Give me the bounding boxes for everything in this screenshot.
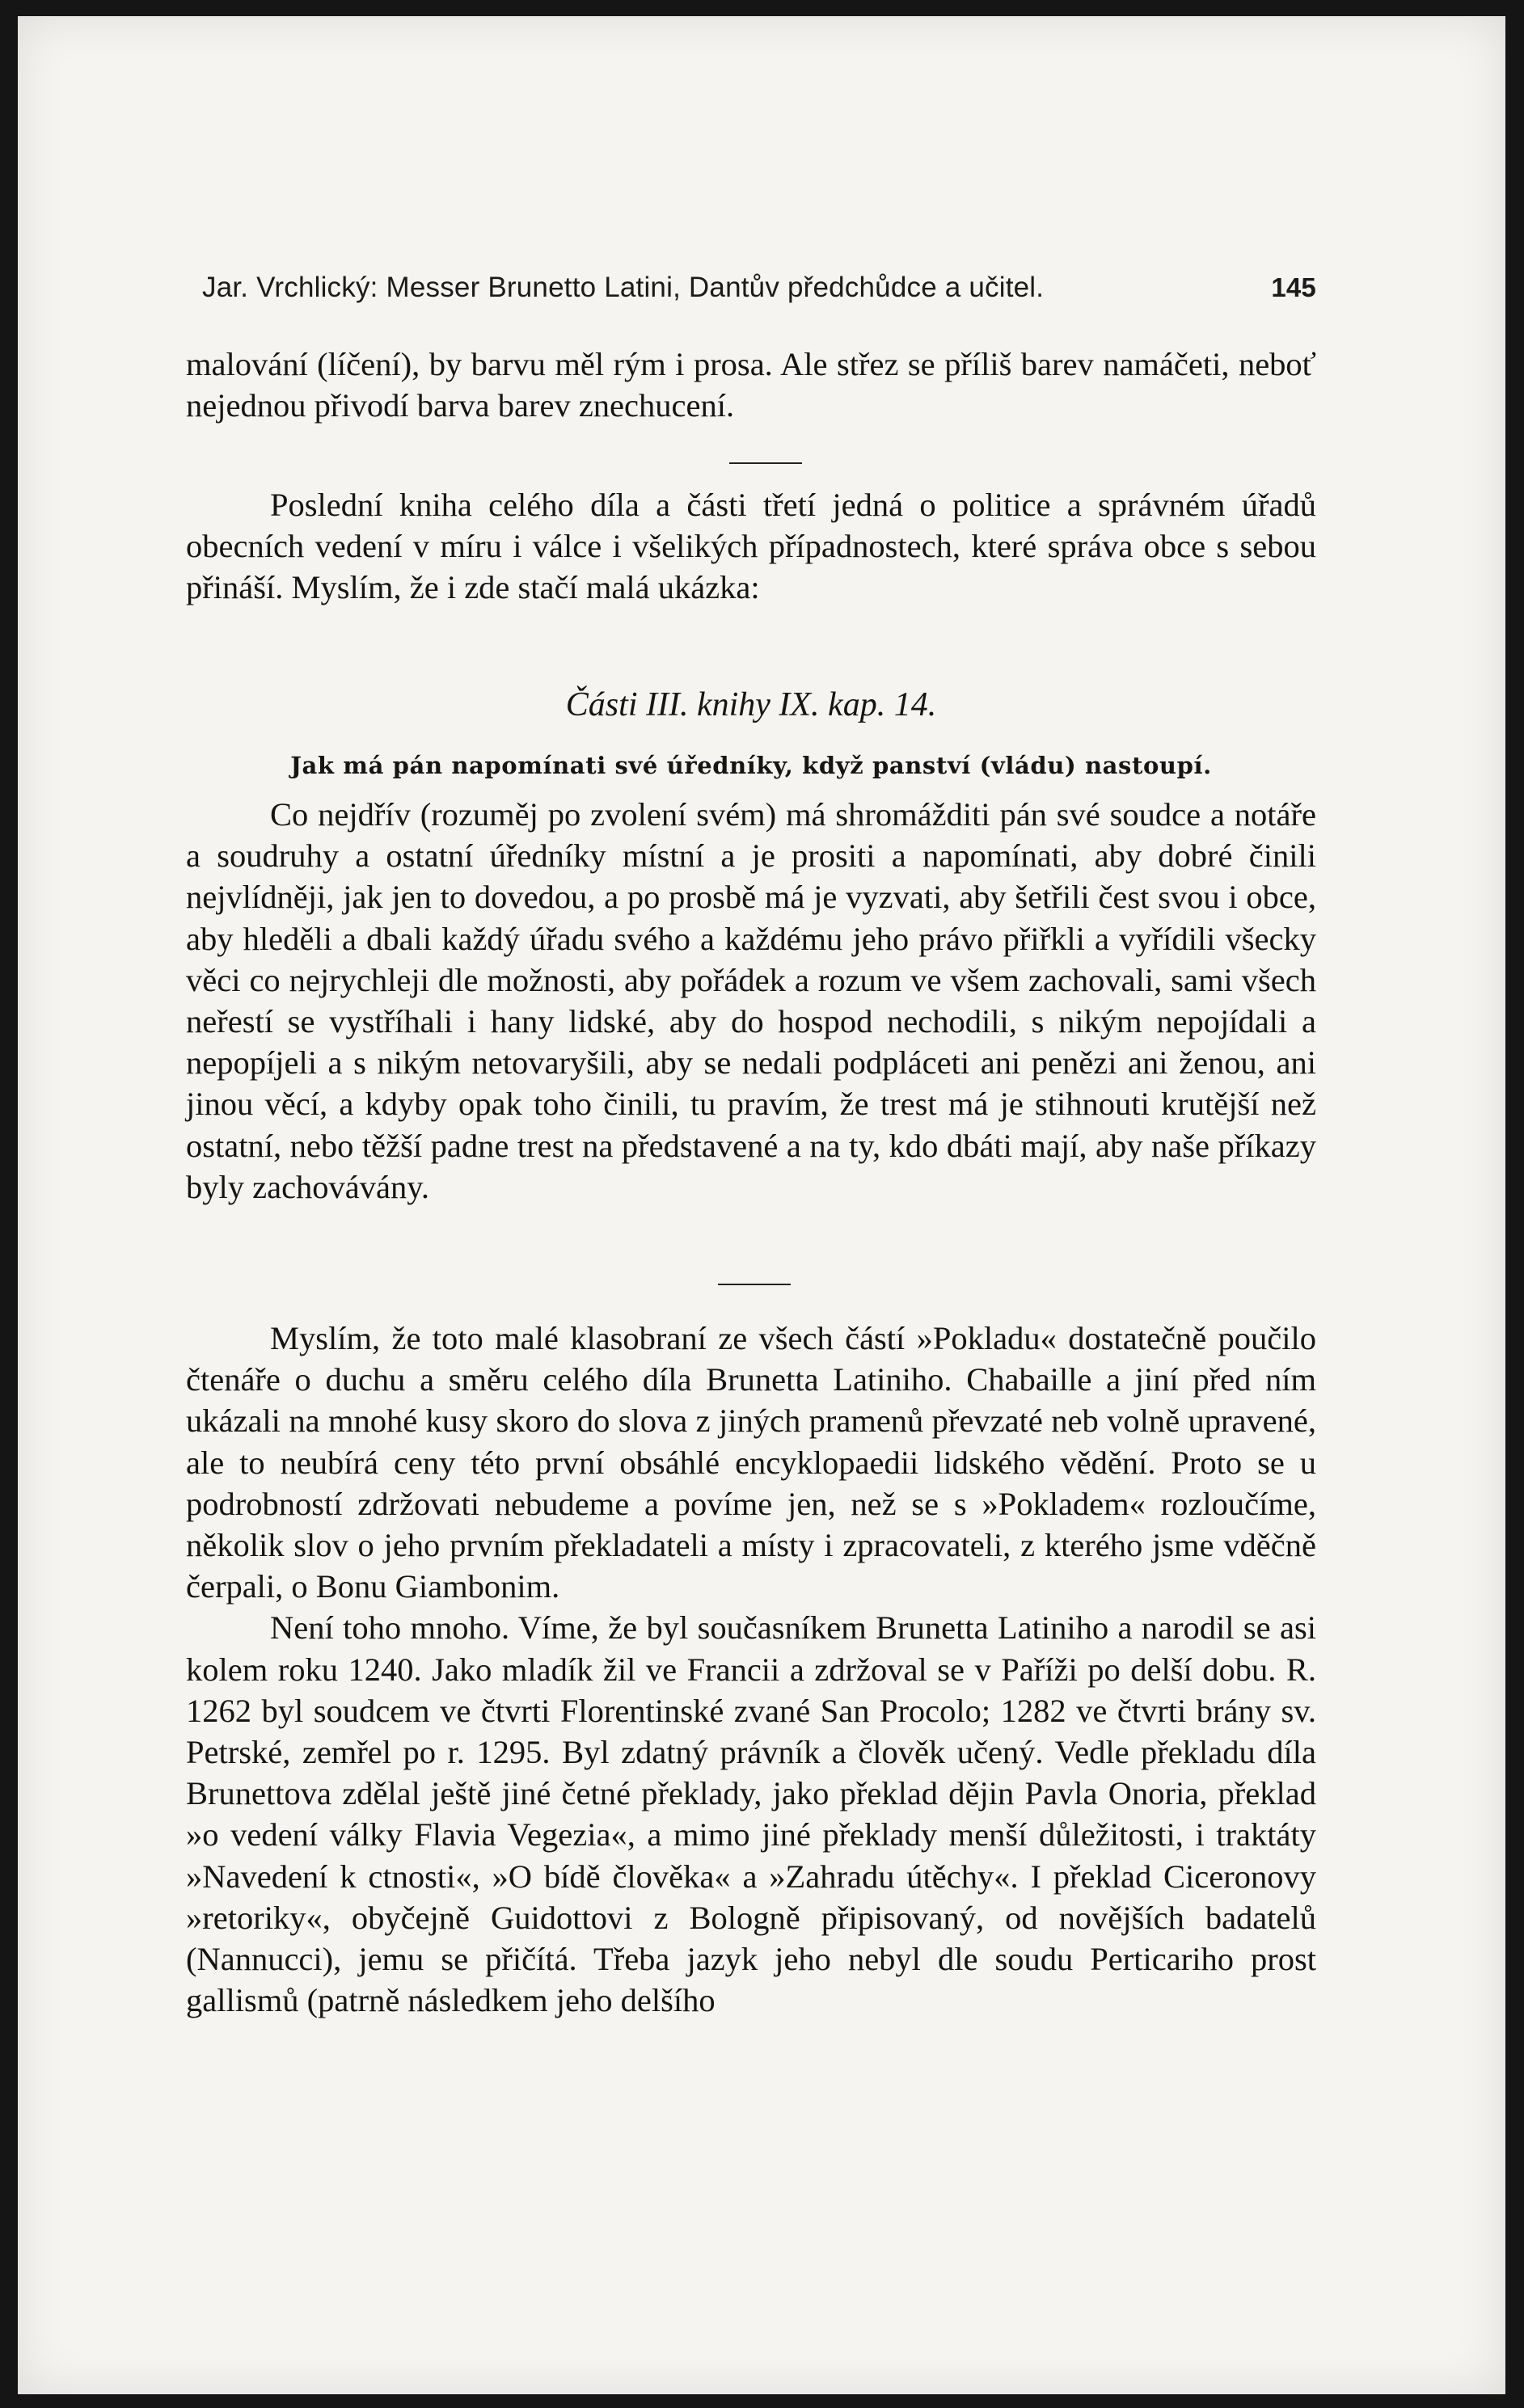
book-page bbox=[18, 16, 1505, 2394]
section-divider bbox=[729, 462, 802, 464]
chapter-reference: Části III. knihy IX. kap. 14. bbox=[565, 686, 937, 723]
paragraph: Myslím, že toto malé klasobraní ze všech částí »Pokladu« dostatečně poučilo čtenáře o duchu a směru celého díla Brunetta Latiniho. Chabaille a jiní před ním ukázali na mnohé kusy skoro do slova z jiných pramenů převzaté neb volně upravené, ale to neubírá ceny této první obsáhlé encyklopaedii lidského vědění. Proto se u podrobností zdržovati nebudeme a povíme jen, než se s »Pokladem« rozloučíme, několik slov o jeho prvním překladateli a místy i zpracovateli, z kterého jsme vděčně čerpali, o Bonu Giambonim. bbox=[186, 1320, 1316, 1605]
paragraph-block-2 bbox=[186, 484, 1316, 609]
paragraph: Poslední kniha celého díla a části třetí jedná o politice a správném úřadů obecních vedení v míru i válce i všelikých případnostech, které správa obce s sebou přináší. Myslím, že i zde stačí malá ukázka: bbox=[186, 487, 1316, 606]
chapter-subtitle: Jak má pán napomínati své úředníky, když panství (vládu) nastoupí. bbox=[290, 752, 1212, 779]
paragraph: Co nejdřív (rozuměj po zvolení svém) má shromážditi pán své soudce a notáře a soudruhy a ostatní úředníky místní a je prositi a napomínati, aby dobré činili nejvlídněji, jak jen to dovedou, a po prosbě má je vyzvati, aby šetřili čest svou i obce, aby hleděli a dbali každý úřadu svého a každému jeho právo přiřkli a vyřídili všecky věci co nejrychleji dle možnosti, aby pořádek a rozum ve všem zachovali, sami všech neřestí se vystříhali i hany lidské, aby do hospod nechodili, s nikým nepojídali a nepopíjeli a s nikým netovaryšili, aby se nedali podpláceti ani penězi ani ženou, ani jinou věcí, a kdyby opak toho činili, tu pravím, že trest má je stihnouti krutější než ostatní, nebo těžší padne trest na představené a na ty, kdo dbáti mají, aby naše příkazy byly zachovávány. bbox=[186, 796, 1316, 1205]
paragraph-block-3 bbox=[186, 794, 1316, 1208]
running-title: Jar. Vrchlický: Messer Brunetto Latini, Dantův předchůdce a učitel. bbox=[202, 272, 1045, 303]
paragraph-block-1 bbox=[186, 344, 1316, 426]
paragraph: malování (líčení), by barvu měl rým i prosa. Ale střez se příliš barev namáčeti, neboť nejednou přivodí barva barev znechucení. bbox=[186, 346, 1316, 424]
paragraph: Není toho mnoho. Víme, že byl současníkem Brunetta Latiniho a narodil se asi kolem roku 1240. Jako mladík žil ve Francii a zdržoval se v Paříži po delší dobu. R. 1262 byl soudcem ve čtvrti Florentinské zvané San Procolo; 1282 ve čtvrti brány sv. Petrské, zemřel po r. 1295. Byl zdatný právník a člověk učený. Vedle překladu díla Brunettova zdělal ještě jiné četné překlady, jako překlad dějin Pavla Onoria, překlad »o vedení války Flavia Vegezia«, a mimo jiné překlady menší důležitosti, i traktáty »Navedení k ctnosti«, »O bídě člověka« a »Zahradu útěchy«. I překlad Ciceronovy »retoriky«, obyčejně Guidottovi z Bologně připisovaný, od novějších badatelů (Nannucci), jemu se přičítá. Třeba jazyk jeho nebyl dle soudu Perticariho prost gallismů (patrně následkem jeho delšího bbox=[186, 1609, 1316, 2019]
section-divider bbox=[718, 1284, 791, 1285]
running-header bbox=[202, 272, 1316, 304]
page-number: 145 bbox=[1271, 272, 1316, 302]
paragraph-block-4 bbox=[186, 1318, 1316, 2021]
